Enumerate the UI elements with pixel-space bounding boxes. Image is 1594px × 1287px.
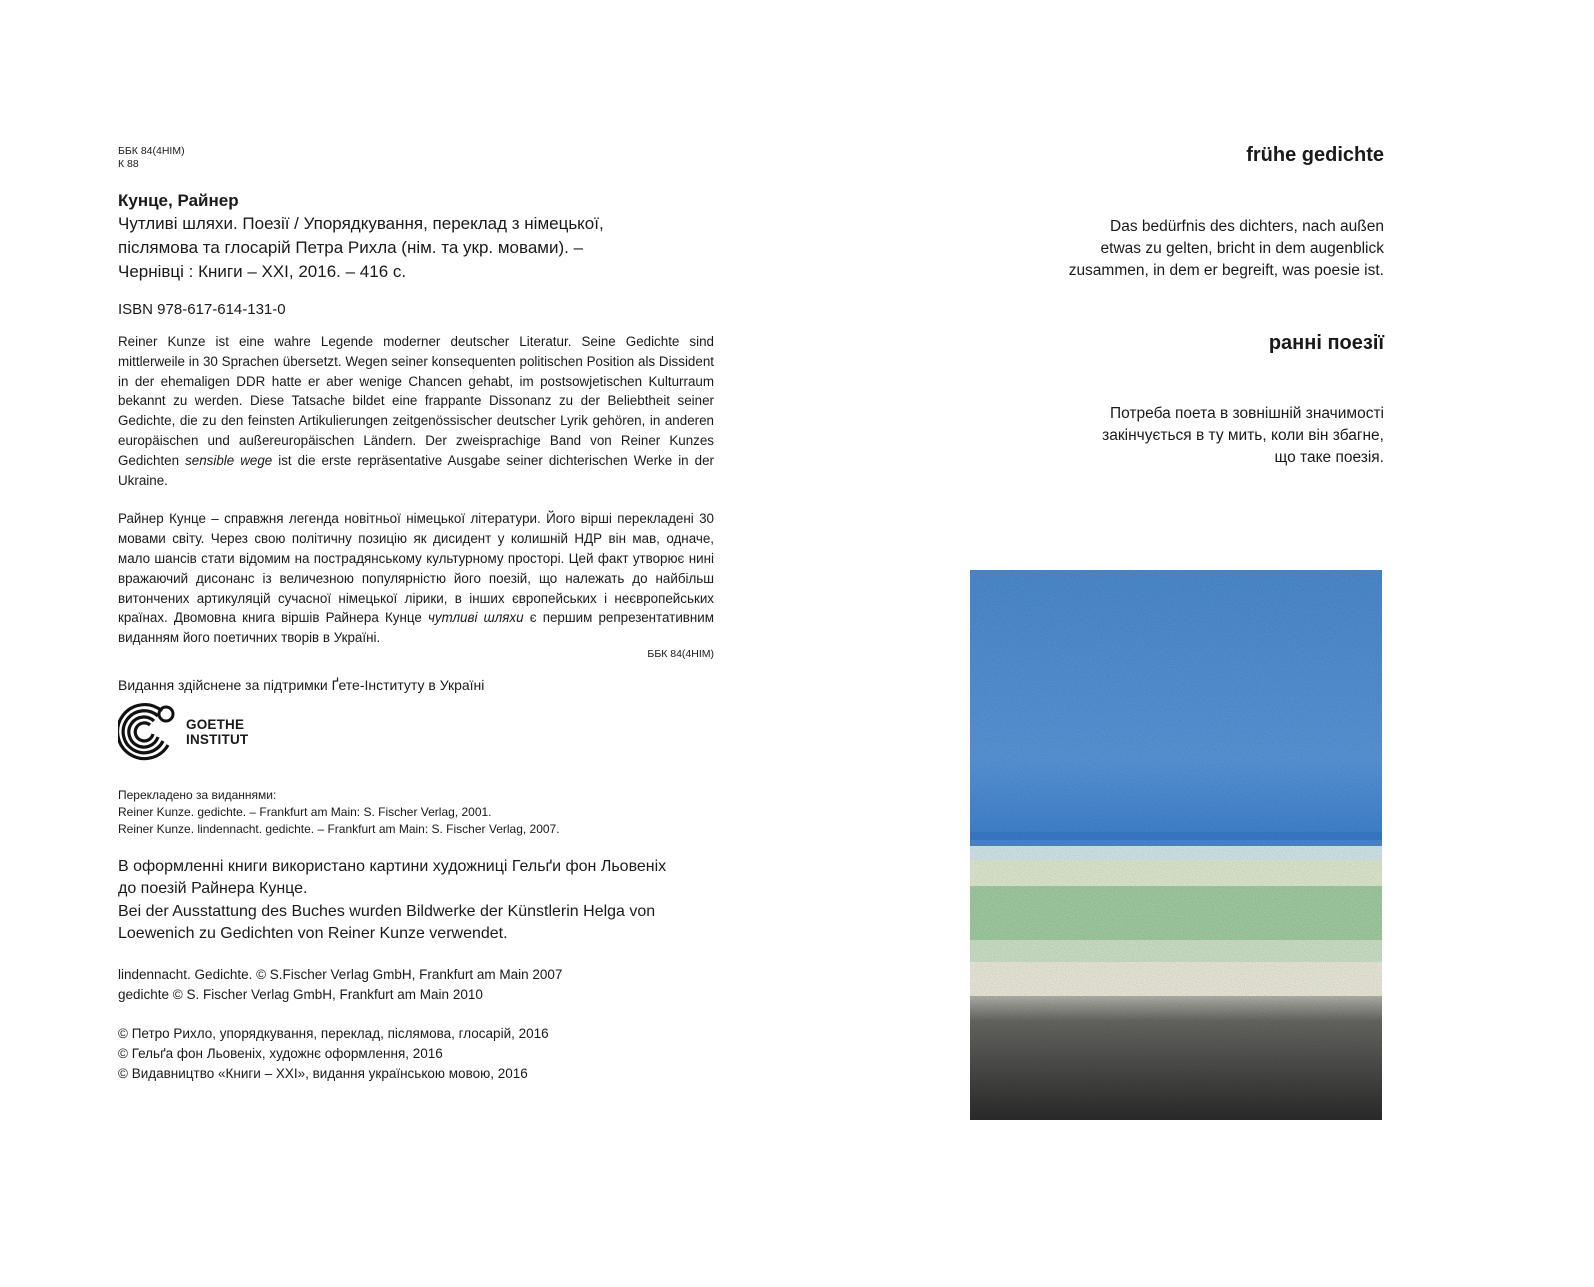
epigraph-line: zusammen, in dem er begreift, was poesie ist.: [1068, 262, 1384, 279]
bibliographic-citation: [118, 212, 714, 284]
copyright-line: © Гельґа фон Льовеніх, художнє оформлення, 2016: [118, 1045, 443, 1061]
support-note: Видання здійснене за підтримки Ґете-Інституту в Україні: [118, 676, 485, 693]
design-line: Loewenich zu Gedichten von Reiner Kunze verwendet.: [118, 925, 508, 943]
epigraph-line: Das bedürfnis des dichters, nach außen: [1110, 218, 1384, 235]
section-title-uk: ранні поезії: [1268, 332, 1384, 354]
license-line: lindennacht. Gedichte. © S.Fischer Verlag GmbH, Frankfurt am Main 2007: [118, 966, 563, 982]
copyright-line: © Видавництво «Книги – XXI», видання українською мовою, 2016: [118, 1065, 528, 1081]
bbk-code-bottom: ББК 84(4НІМ): [647, 647, 714, 660]
translated-line: Перекладено за виданнями:: [118, 787, 277, 802]
book-title-uk: чутливі шляхи: [427, 610, 524, 626]
epigraph-uk: [968, 403, 1384, 469]
goethe-logo-icon: [118, 701, 180, 763]
epigraph-line: Потреба поета в зовнішній значимості: [1110, 405, 1384, 422]
author-name: Кунце, Райнер: [118, 191, 239, 210]
design-line: до поезій Райнера Кунце.: [118, 880, 308, 898]
design-line: В оформленні книги використано картини художниці Гельґи фон Льовеніх: [118, 857, 667, 875]
paint-texture: [970, 570, 1382, 1120]
book-title-de: sensible wege: [185, 452, 273, 468]
epigraph-line: що таке поезія.: [1274, 449, 1384, 466]
epigraph-line: etwas zu gelten, bricht in dem augenblick: [1100, 240, 1384, 257]
citation-line: Чутливі шляхи. Поезії / Упорядкування, переклад з німецької,: [118, 214, 604, 233]
translated-from: [118, 787, 714, 838]
author-mark: К 88: [118, 158, 139, 170]
license-line: gedichte © S. Fischer Verlag GmbH, Frankfurt am Main 2010: [118, 986, 483, 1002]
copyright-notes: [118, 1024, 714, 1084]
license-notes: [118, 965, 714, 1005]
logo-line: GOETHE: [186, 716, 245, 732]
logo-line: INSTITUT: [186, 731, 249, 747]
copyright-line: © Петро Рихло, упорядкування, переклад, післямова, глосарій, 2016: [118, 1025, 549, 1041]
citation-line: післямова та глосарій Петра Рихла (нім. та укр. мовами). –: [118, 238, 584, 257]
citation-line: Чернівці : Книги – XXI, 2016. – 416 с.: [118, 262, 407, 281]
isbn: ISBN 978-617-614-131-0: [118, 301, 286, 318]
german-annotation: [118, 332, 714, 490]
design-note: [118, 856, 714, 946]
ukrainian-annotation: [118, 509, 714, 648]
design-line: Bei der Ausstattung des Buches wurden Bildwerke der Künstlerin Helga von: [118, 902, 656, 920]
right-page: [968, 143, 1384, 469]
goethe-institut-logo: [118, 701, 714, 763]
watercolor-painting: [970, 570, 1382, 1120]
epigraph-line: закінчується в ту мить, коли він збагне,: [1102, 427, 1384, 444]
text-run: ist die erste repräsentative Ausgabe seiner dichterischen Werke in der Ukraine.: [118, 452, 714, 488]
bbk-codes: [118, 145, 714, 171]
epigraph-de: [968, 216, 1384, 282]
translated-line: Reiner Kunze. lindennacht. gedichte. – Frankfurt am Main: S. Fischer Verlag, 2007.: [118, 821, 560, 836]
left-page: [118, 145, 714, 1084]
bbk-code: ББК 84(4НІМ): [118, 145, 185, 157]
text-run: Райнер Кунце – справжня легенда новітньої німецької літератури. Його вірші перекладені 30 мовами світу. Через свою політичну позицію як дисидент у колишній НДР він мав, одначе, мало шансів стати відомим на пострадянському культурному просторі. Цей факт утворює нині вражаючий дисонанс із величезною популярністю його поезій, що належать до найбільш витончених артикуляцій сучасної німецької лірики, в інших європейських і неєвропейських країнах. Двомовна книга віршів Райнера Кунце: [118, 511, 714, 626]
logo-wordmark: [186, 717, 248, 747]
section-title-de: frühe gedichte: [1246, 144, 1384, 166]
translated-line: Reiner Kunze. gedichte. – Frankfurt am Main: S. Fischer Verlag, 2001.: [118, 804, 492, 819]
text-run: є першим репрезентативним виданням його поетичних творів в Україні.: [118, 610, 714, 646]
text-run: Reiner Kunze ist eine wahre Legende moderner deutscher Literatur. Seine Gedichte sind mittlerweile in 30 Sprachen übersetzt. Wegen seiner konsequenten politischen Position als Dissident in der ehemaligen DDR hatte er aber wenige Chancen gehabt, im postsowjetischen Kulturraum bekannt zu werden. Diese Tatsache bildet eine frappante Dissonanz zu der Beliebtheit seiner Gedichte, die zu den feinsten Artikulierungen zeitgenössischer deutscher Lyrik gehören, in anderen europäischen und außereuropäischen Ländern. Der zweisprachige Band von Reiner Kunzes Gedichten: [118, 334, 714, 468]
